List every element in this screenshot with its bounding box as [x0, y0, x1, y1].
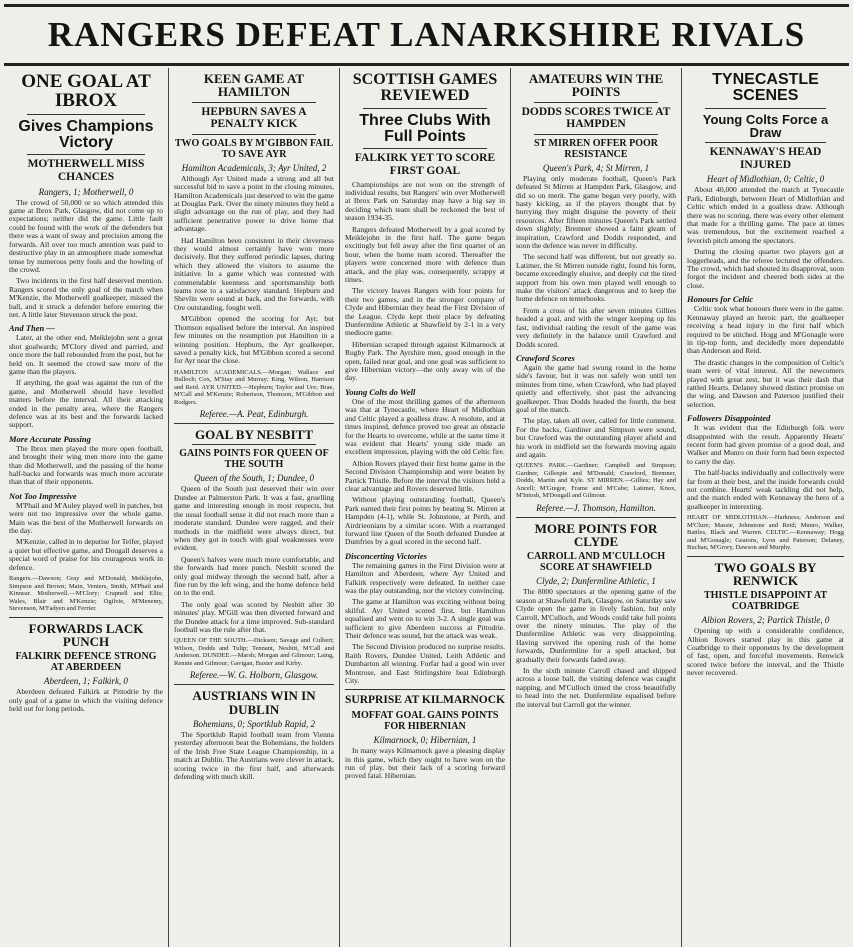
paragraph: In many ways Kilmarnock gave a pleasing display in this game, which they ought to have won on the run of play, but their lack of a scoring forward proved fatal. Hibernian. [345, 746, 505, 781]
side-heading: And Then — [9, 323, 55, 334]
paragraph: Celtic took what honours there were in the game. Kennaway played an heroic part, the goalkeeper receiving a head injury in the first half which required to be stitched. Hogg and M'Gonagle were in tip-top form, and decidedly more dependable than Anderson and Reid. [687, 304, 844, 356]
divider [345, 689, 505, 690]
paragraph: Opening up with a considerable confidence, Albion Rovers started play in this game at Coatbridge to their opponents by the development of fast, open, and forceful movements. Renwick scored twice before the interval, and the Thistle never recovered. [687, 626, 844, 678]
paragraph: Had Hamilton been consistent in their cleverness they would almost certainly have won more decisively. But they suffered periodic lapses, during which they allowed the visitors to assume the initiative. In a game which was contested with commendable keenness and sportsmanship both teams rose to a satisfactory standard. Hepburn and Shevlin were sound at back, and the forwards, with Ore outstanding, fought well. [174, 235, 334, 312]
subhead: MOTHERWELL MISS CHANCES [27, 158, 145, 184]
team-lineups: HAMILTON ACADEMICALS.—Morgan; Wallace and Bulloch; Cox, M'Stay and Murray; King, Wilson, Harrison and Reid. AYR UNITED.—Hepburn; Taylor and Ure; Brae, M'Call and M'Kenzie; Robertson, Thomson, M'Gibbon and Rodgers. [174, 368, 334, 406]
side-heading: Disconcerting Victories [345, 550, 427, 561]
side-heading: More Accurate Passing [9, 433, 91, 444]
subhead: ST MIRREN OFFER POOR RESISTANCE [534, 137, 658, 160]
subhead: FALKIRK YET TO SCORE FIRST GOAL [354, 152, 496, 177]
divider [534, 102, 658, 103]
paragraph: Again the game had swung round in the home side's favour, but it was not safely won until ten minutes from time, when Crawford, who had played quietly and effectively, shot past the advancing goalkeeper. Thus Dodds headed the fourth, the best goal of the match. [516, 362, 676, 414]
paragraph: The game at Hamilton was exciting without being skilful. Ayr United scored first, but Hamilton equalised and went on to win 3-2. A single goal was sufficient to give Aberdeen success at Pittodrie. Their defence was sound, but the attack was weak. [345, 597, 505, 641]
column-3 [339, 68, 510, 947]
referee-line: Referee.—J. Thomson, Hamilton. [536, 502, 656, 513]
headline: GOAL BY NESBITT [194, 427, 313, 443]
score-line: Bohemians, 0; Sportklub Rapid, 2 [193, 718, 315, 729]
banner-headline: RANGERS DEFEAT LANARKSHIRE RIVALS [47, 15, 806, 54]
score-line: Hamilton Academicals, 3; Ayr United, 2 [181, 162, 327, 173]
paragraph: In the sixth minute Carroll chased and shipped across a loose ball, the visiting defence was caught napping, and M'Culloch timed the cross beautifully to head into the net. Dunfermline equalised before the interval but Carroll got the winner. [516, 666, 676, 709]
divider [192, 102, 316, 103]
paragraph: M'Phail and M'Auley played well in patches, but were not too impressive over the whole game. Main was the best of the Motherwell forwards on the day. [9, 500, 163, 536]
divider [687, 556, 844, 557]
column-1 [4, 68, 168, 947]
paragraph: Two incidents in the first half deserved mention. Rangers scored the only goal of the match when M'Kenzie, the Motherwell goalkeeper, missed the ball, and it struck a defender before entering the net. A little later Stevenson struck the post. [9, 276, 163, 319]
score-line: Queen's Park, 4; St Mirren, 1 [542, 162, 650, 173]
headline: TWO GOALS BY RENWICK [714, 559, 817, 588]
divider [9, 617, 163, 618]
paragraph: Playing only moderate football, Queen's Park defeated St Mirren at Hampden Park, Glasgow, and did so on merit. The game began very poorly, with hasty kicking, as if the players thought that by hurrying they might disguise the poverty of their resources. After fifteen minutes Queen's Park settled down slightly; Bremner showed a faint gleam of inspiration, Crawford and Dodds responded, and soon the defence was never in difficulty. [516, 173, 676, 251]
referee-line: Referee.—A. Peat, Edinburgh. [199, 409, 309, 420]
paragraph: The play, taken all over, called for little comment. For the backs, Gardiner and Simpson were sound, but Crawford was the outstanding player afield and his work in midfield set the forwards moving again and again. [516, 416, 676, 459]
divider [174, 423, 334, 424]
column-2 [168, 68, 339, 947]
paragraph: Later, at the other end, Meiklejohn sent a great shot goalwards; M'Clory dived and parried, and once more the ball rebounded from the post, but he held on. It seemed the crowd saw more of the game than the players. [9, 333, 163, 376]
paragraph: Aberdeen defeated Falkirk at Pittodrie by the only goal of a game in which the visiting defence held out for long periods. [9, 687, 163, 713]
headline: SCOTTISH GAMES REVIEWED [352, 71, 498, 105]
subhead: KENNAWAY'S HEAD INJURED [709, 146, 822, 171]
side-heading: Crawford Scores [516, 352, 575, 363]
paragraph: From a cross of his after seven minutes Gillies headed a goal, and with the winger keeping up his fast, individual raiding the result of the game was very definitely in the balance until Crawford and Dodds scored. [516, 305, 676, 349]
paragraph: Albion Rovers played their first home game in the Second Division Championship and were beaten by Partick Thistle. Before the interval the visitors held a clear advantage and Rovers deserved little. [345, 458, 505, 493]
divider [363, 148, 487, 149]
paragraph: The second half was different, but not greatly so. Latimer, the St Mirren outside right, found his form, became exceedingly elusive, and deeply cut the tired support from his own men played well enough to make the visitors' attack dangerous and to keep the home defence on tenterhooks. [516, 252, 676, 304]
referee-line: Referee.—W. G. Holborn, Glasgow. [189, 670, 319, 681]
column-5 [681, 68, 849, 947]
columns [4, 68, 849, 947]
deck: Three Clubs With Full Points [359, 111, 491, 145]
divider [705, 108, 826, 109]
headline: TYNECASTLE SCENES [712, 71, 819, 105]
subhead: CARROLL AND M'CULLOCH SCORE AT SHAWFIELD [526, 551, 666, 574]
headline: MORE POINTS FOR CLYDE [534, 520, 658, 550]
paragraph: The Sportklub Rapid football team from Vienna yesterday afternoon beat the Bohemians, the holders of the Irish Free State League Championship, in a match at Dublin. The Austrians were clever in attack, scoring twice in the first half, and afterwards defending with much skill. [174, 729, 334, 781]
paragraph: One of the most thrilling games of the afternoon was that at Tynecastle, where Heart of Midlothian and Celtic played a goalless draw. A resolute, and at times inspired, defence proved too great an obstacle for the Hearts to overcome, while at the same time it was evident that Hearts' young side made an excellent impression, playing with the old Celtic fire. [345, 396, 505, 457]
deck: Gives Champions Victory [18, 117, 154, 152]
paragraph: The only goal was scored by Nesbitt after 30 minutes' play. M'Gill was then diverted forward and the Dundee attack for a time improved. Sub-standard football was the rule after that. [174, 599, 334, 634]
headline: SURPRISE AT KILMARNOCK [345, 694, 505, 707]
divider [174, 684, 334, 685]
paragraph: The drastic changes in the composition of Celtic's team were of vital interest. All the newcomers played with great zest, but it was their dash that rattled Hearts. Delaney showed distinct promise on the wing, and Dawson and Paterson justified their selection. [687, 357, 844, 409]
side-heading: Honours for Celtic [687, 294, 754, 305]
team-lineups: Rangers.—Dawson; Gray and M'Donald; Meiklejohn, Simpson and Brown; Main, Venters, Smith, M'Phail and Kinnear. Motherwell.—M'Clory; Crapnell and Ellis; Wales, Blair and M'Kenzie; Ogilvie, M'Menemy, Stevenson, M'Fadyen and Ferrier. [9, 575, 163, 613]
score-line: Clyde, 2; Dunfermline Athletic, 1 [536, 576, 656, 587]
team-lineups: QUEEN'S PARK.—Gardiner; Campbell and Simpson; Gardner, Gillespie and M'Donald; Crawford, Bremner, Dodds, Martin and Kyle. ST MIRREN.—Gillies; Hay and Ancell; M'Gregor, Frame and M'Cabe; Latimer, Knox, M'Intosh, M'Dougall and Gilmour. [516, 462, 676, 500]
paragraph: M'Kenzie, called in to deputise for Telfer, played a quiet but effective game, and Dougall deserves a special word of praise for his courageous work in defence. [9, 537, 163, 572]
paragraph: It was evident that the Edinburgh folk were disappointed with the result. Apparently Hearts' recent form had given promise of a good deal, and Walker and Munro on their form had been expected to carry the day. [687, 423, 844, 466]
paragraph: Hibernian scraped through against Kilmarnock at Rugby Park. The Ayrshire men, good enough in the open, failed near goal, and one goal was sufficient to give Hibernian victory—the only away win of the day. [345, 339, 505, 383]
side-heading: Young Colts do Well [345, 386, 416, 397]
subhead: THISTLE DISAPPOINT AT COATBRIDGE [703, 590, 827, 613]
divider [27, 154, 145, 155]
headline: AMATEURS WIN THE POINTS [528, 71, 664, 100]
paragraph: Championships are not won on the strength of individual results, but Rangers' win over Motherwell at Ibrox Park on Saturday may have a big say in deciding which team shall be reckoned the best of season 1934-35. [345, 179, 505, 223]
paragraph: The Second Division produced no surprise results. Raith Rovers, Dundee United, Leith Athletic and Dumbarton all winning. Forfar had a good win over Montrose, and East Stirlingshire beat Edinburgh City. [345, 642, 505, 686]
divider [192, 134, 316, 135]
paragraph: Rangers defeated Motherwell by a goal scored by Meiklejohn in the first half. The game began excitingly but fell away after the first quarter of an hour, when the home team scored. Thereafter the players were concerned more with defence than attack, and the play was, consequently, scrappy at times. [345, 224, 505, 284]
divider [27, 114, 145, 115]
paragraph: The crowd of 50,000 or so which attended this game at Ibrox Park, Glasgow, did not come up to expectations; neither did the game. Little fault could be found with the work of the defenders but there was a want of sway and precision among the forwards. All over too much attention was paid to destructive play in an atmosphere made somewhat tense by numerous petty fouls and the howling of the crowd. [9, 197, 163, 274]
headline: KEEN GAME AT HAMILTON [203, 71, 305, 100]
subhead: GAINS POINTS FOR QUEEN OF THE SOUTH [179, 448, 329, 471]
score-line: Kilmarnock, 0; Hibernian, 1 [373, 735, 477, 746]
paragraph: Without playing outstanding football, Queen's Park earned their first points by beating St. Mirren at Hampden (4-1), while St. Johnstone, at Perth, and Airdrieonians by a similar score. With a rearranged forward line Queen of the South defeated Dundee at Dumfries by a goal scored in the second half. [345, 495, 505, 547]
paragraph: Queen of the South just deserved their win over Dundee at Palmerston Park. It was a fast, gruelling game and interesting enough in most respects, but the usual football sense it did not reach more than a moderate standard. Dundee were ragged, and their methods in the midfield were always direct, but when they got in touch with goal weaknesses were evident. [174, 484, 334, 553]
paragraph: The victory leaves Rangers with four points for their two games, and in the stronger company of Clyde and Hibernian they head the First Division of the League. Clyde kept their place by defeating Dunfermline Athletic at Shawfield by 2-1 in a very mediocre game. [345, 286, 505, 338]
divider [192, 444, 316, 445]
headline: AUSTRIANS WIN IN DUBLIN [192, 688, 316, 717]
divider [534, 134, 658, 135]
side-heading: Not Too Impressive [9, 490, 77, 501]
score-line: Queen of the South, 1; Dundee, 0 [194, 473, 314, 484]
score-line: Aberdeen, 1; Falkirk, 0 [44, 676, 128, 687]
paragraph: M'Gibbon opened the scoring for Ayr, but Thomson equalised before the interval. An inspired few minutes on the resumption put Hamilton in a winning position. Hepburn, the Ayr goalkeeper, saved a penalty kick, but M'Gibbon scored a second for Ayr near the close. [174, 314, 334, 366]
side-heading: Followers Disappointed [687, 413, 771, 424]
subhead: DODDS SCORES TWICE AT HAMPDEN [521, 105, 671, 131]
paragraph: If anything, the goal was against the run of the game, and Motherwell should have levelled matters before the interval. All their attacking ended in the penalty area, where the Rangers defence was at its best and the forwards lacked support. [9, 378, 163, 430]
divider [705, 142, 826, 143]
score-line: Albion Rovers, 2; Partick Thistle, 0 [701, 615, 830, 626]
subhead: TWO GOALS BY M'GIBBON FAIL TO SAVE AYR [174, 137, 334, 160]
banner [4, 4, 849, 66]
paragraph: Queen's halves were much more comfortable, and the forwards had more punch. Nesbitt scored the only goal midway through the second half, after a fine run by the left wing, and the home defence held on to the end. [174, 554, 334, 598]
deck: Young Colts Force a Draw [702, 111, 829, 140]
divider [363, 108, 487, 109]
paragraph: The half-backs individually and collectively were far from at their best, and the inside forwards could not combine. Hearts' weak tackling did not help, and the match ended with Kennaway the hero of a goalkeeper in interesting. [687, 468, 844, 511]
paragraph: The Ibrox men played the more open football, and brought their wing men more into the game than did Motherwell, and the passing of the home half-backs and forwards was much more accurate than that of their opponents. [9, 443, 163, 487]
score-line: Rangers, 1; Motherwell, 0 [38, 186, 134, 197]
paragraph: The remaining games in the First Division were at Hamilton and Aberdeen, where Ayr United and Falkirk respectively were defeated. In neither case was the play outstanding, nor the victory convincing. [345, 560, 505, 595]
column-4 [510, 68, 681, 947]
paragraph: Although Ayr United made a strong and all but successful bid to save a point in the closing minutes, Hamilton Academicals just deserved to win the game at Douglas Park. Over the ninety minutes they held a slight advantage on the run of play, and they had sufficient penetrative power to drive home that advantage. [174, 173, 334, 234]
headline: ONE GOAL AT IBROX [21, 71, 151, 112]
team-lineups: QUEEN OF THE SOUTH.—Dickson; Savage and Culbert; Wilson, Dodds and Tulip; Tennant, Nesbitt, M'Call and Anderson. DUNDEE.—Marsh; Morgan and Gilmour; Laing, Rennie and Gilmour; Gavigan, Baxter and Kirby. [174, 637, 334, 667]
headline: FORWARDS LACK PUNCH [28, 620, 144, 649]
subhead: MOFFAT GOAL GAINS POINTS FOR HIBERNIAN [351, 710, 499, 733]
score-line: Heart of Midlothian, 0; Celtic, 0 [706, 174, 825, 185]
subhead: HEPBURN SAVES A PENALTY KICK [201, 105, 307, 131]
team-lineups: HEART OF MIDLOTHIAN.—Harkness; Anderson and M'Clure; Massie, Johnstone and Reid; Munro, Walker, Battles, Black and Warren. CELTIC.—Kennaway; Hogg and M'Gonagle; Geatons, Lyon and Paterson; Delaney, Buchan, M'Grory, Dawson and Murphy. [687, 514, 844, 552]
subhead: FALKIRK DEFENCE STRONG AT ABERDEEN [15, 651, 157, 674]
divider [516, 517, 676, 518]
paragraph: About 40,000 attended the match at Tynecastle Park, Edinburgh, between Heart of Midlothian and Celtic which ended in a goalless draw. Although there was no scoring, there was every other element that made for a thrilling game. The pace at times was tremendous, but the excitement reached a feverish pitch among the spectators. [687, 185, 844, 245]
paragraph: During the closing quarter two players got at loggerheads, and the referee lectured the offenders. The crowd, which had shouted its disapproval, soon forgot the incident and cheered both sides at the close. [687, 247, 844, 290]
paragraph: The 8000 spectators at the opening game of the season at Shawfield Park, Glasgow, on Saturday saw Clyde open the game in lively fashion, but only Carroll, M'Culloch, and Woods could take full points over the ninety minutes. The play of the Dunfermline Athletic was very disappointing. Having survived the opening rush of the home forwards, Dunfermline for a spell attacked, but gradually their forwards faded away. [516, 587, 676, 664]
